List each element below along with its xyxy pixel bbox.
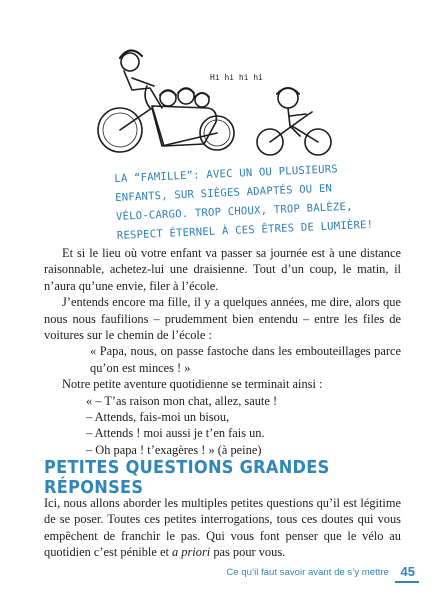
caption-line: VÉLO-CARGO. TROP CHOUX, TROP BALÈZE, (115, 200, 353, 223)
page-number: 45 (400, 564, 415, 579)
running-title: Ce qu’il faut savoir avant de s’y mettre (226, 567, 389, 578)
cargo-bike-illustration (92, 38, 350, 162)
caption-line: RESPECT ÉTERNEL À CES ÊTRES DE LUMIÈRE! (116, 218, 374, 242)
emphasis: a priori (172, 545, 211, 560)
dialog-line: – Attends ! moi aussi je t’en fais un. (86, 426, 265, 441)
section-body (44, 495, 401, 561)
section-paragraph: Ici, nous allons aborder les multiples petites questions qu’il est légitime de se poser. Toutes ces petites interrogations, tous ces doutes qui vous empêchent de franchir le pas. Qui vous font penser que le vélo au quotidien c’est pénible et a priori pas pour vous. (44, 496, 401, 560)
caption-line: LA “FAMILLE”: AVEC UN OU PLUSIEURS (114, 163, 339, 185)
section-heading: PETITES QUESTIONS GRANDES RÉPONSES (44, 458, 330, 498)
page-footer (0, 564, 441, 584)
body-text (44, 245, 401, 458)
caption-line: ENFANTS, SUR SIÈGES ADAPTÉS OU EN (114, 182, 333, 204)
dialog-line: – Oh papa ! t’exagères ! » (à peine) (86, 442, 262, 457)
dialog-line: « – T’as raison mon chat, allez, saute ! (86, 393, 278, 408)
paragraph: Notre petite aventure quotidienne se terminait ainsi : (62, 377, 323, 392)
illustration-caption (114, 157, 417, 246)
footer-rule (395, 581, 419, 583)
dialog-line: – Attends, fais-moi un bisou, (86, 410, 230, 425)
paragraph: J’entends encore ma fille, il y a quelques années, me dire, alors que nous nous faufilions – prudemment bien entendu – entre les files de voitures sur le chemin de l’école : (44, 295, 401, 343)
quote: « Papa, nous, on passe fastoche dans les embouteillages parce qu’on est minces ! » (90, 344, 401, 375)
paragraph: Et si le lieu où votre enfant va passer sa journée est à une distance raisonnable, achetez-lui une draisienne. Tout d’un coup, le matin, il n’aura qu’une envie, filer à l’école. (44, 246, 401, 293)
illustration-sound-text: Hi hi hi hi (210, 73, 263, 82)
